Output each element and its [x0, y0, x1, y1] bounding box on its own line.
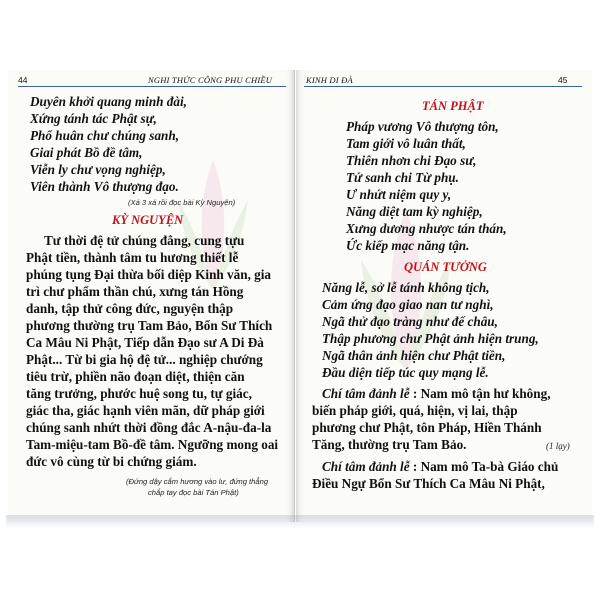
prose-line: tiêu trừ, phiền não đoạn diệt, thiện căn [26, 369, 245, 384]
section-title-tan-phat: TÁN PHẬT [422, 99, 484, 113]
prostration-label: Chí tâm đảnh lễ [322, 386, 410, 401]
prose-line: Phật tiền, thành tâm tu hương thiết lễ [26, 250, 239, 265]
right-header-rule [304, 86, 582, 87]
prose-line: đức vô cùng từ bi chứng giám. [26, 454, 197, 469]
prose-line: tăng trưởng, phước huệ song tu, tự giác, [26, 386, 252, 401]
page-bottom-shadow [6, 515, 594, 529]
right-page [296, 70, 592, 522]
verse-line: Cảm ứng đạo giao nan tư nghì, [322, 297, 494, 312]
verse-line: Duyên khởi quang minh đài, [30, 94, 187, 109]
instruction-note: (Xá 3 xá rồi đọc bài Kỳ Nguyện) [128, 198, 236, 207]
prostration-line: Tăng, thường trụ Tam Bảo. [312, 437, 467, 452]
verse-line: Tứ sanh chi Từ phụ. [346, 170, 459, 185]
prose-line: Ca Mâu Ni Phật, Tiếp dẫn Đạo sư A Di Đà [26, 335, 264, 350]
verse-line: Ức kiếp mạc năng tận. [346, 238, 470, 253]
verse-line: Thiên nhơn chi Đạo sư, [346, 153, 477, 168]
verse-line: Phổ huân chư chúng sanh, [30, 128, 179, 143]
prose-line: Tam-miệu-tam Bồ-đề tâm. Ngưỡng mong oai [26, 437, 279, 452]
left-header-title: NGHI THỨC CÔNG PHU CHIỀU [148, 75, 273, 85]
prose-line: Phật... Từ bi gia hộ đệ tử... nghiệp chướng [26, 352, 263, 367]
prostration-line: Điều Ngự Bổn Sư Thích Ca Mâu Ni Phật, [312, 476, 545, 491]
verse-line: Đầu diện tiếp túc quy mạng lễ. [322, 365, 489, 380]
prostration-line: biến pháp giới, quá, hiện, vị lai, thập [312, 403, 518, 418]
verse-line: Giai phát Bồ đề tâm, [30, 145, 143, 160]
prose-line: phương thường trụ Tam Bảo, Bổn Sư Thích [26, 318, 273, 333]
prose-line: giác tha, giác hạnh viên mãn, dữ pháp giới [26, 403, 265, 418]
verse-line: Ư nhứt niệm quy y, [346, 187, 452, 202]
right-page-number: 45 [558, 75, 568, 85]
prostration-line: phương chư Phật, tôn Pháp, Hiền Thánh [312, 420, 542, 435]
verse-line: Viên thành Vô thượng đạo. [30, 179, 179, 194]
verse-line: Viễn ly chư vọng nghiệp, [30, 162, 166, 177]
right-header-title: KINH DI ĐÀ [306, 75, 353, 85]
prostration-text: : Nam mô Ta-bà Giáo chủ [412, 459, 559, 474]
verse-line: Năng diệt tam kỳ nghiệp, [346, 204, 483, 219]
verse-line: Ngã thân ảnh hiện chư Phật tiền, [322, 348, 506, 363]
prostration-text: : Nam mô tận hư không, [412, 386, 551, 401]
verse-line: Thập phương chư Phật ảnh hiện trung, [322, 331, 539, 346]
section-title-quan-tuong: QUÁN TƯỞNG [404, 260, 487, 274]
verse-line: Tam giới vô luân thất, [346, 136, 466, 151]
prose-line: chúng sanh nhứt thời đồng đắc A-nậu-đa-la [26, 420, 272, 435]
prose-line: danh, tập thử công đức, nguyện thập [26, 301, 234, 316]
section-title-ky-nguyen: KỲ NGUYỆN [112, 213, 184, 227]
open-book-spread [8, 70, 592, 522]
verse-line: Xứng tánh tác Phật sự, [30, 111, 157, 126]
prose-line: trì chư phẩm thần chú, xưng tán Hồng [26, 284, 244, 299]
verse-line: Năng lễ, sở lễ tánh không tịch, [322, 280, 490, 295]
left-page-number: 44 [18, 75, 28, 85]
verse-line: Pháp vương Vô thượng tôn, [346, 119, 499, 134]
prostration-label: Chí tâm đảnh lễ [322, 459, 410, 474]
verse-line: Ngã thử đạo tràng như đế châu, [322, 314, 498, 329]
prostration-count-note: (1 lạy) [546, 441, 570, 451]
prose-line: phúng tụng Đại thừa bối diệp Kinh văn, gia [26, 267, 272, 282]
instruction-note: (Đứng dậy cắm hương vào lư, đứng thẳng [126, 477, 269, 486]
prose-line: Tư thời đệ tử chúng đẳng, cung tựu [44, 233, 245, 248]
prostration-line [322, 459, 558, 475]
verse-line: Xưng dương nhược tán thán, [346, 221, 507, 236]
left-header-rule [18, 86, 286, 87]
instruction-note: chắp tay đọc bài Tán Phật) [148, 488, 239, 497]
left-page [8, 70, 295, 522]
prostration-line [322, 386, 551, 402]
